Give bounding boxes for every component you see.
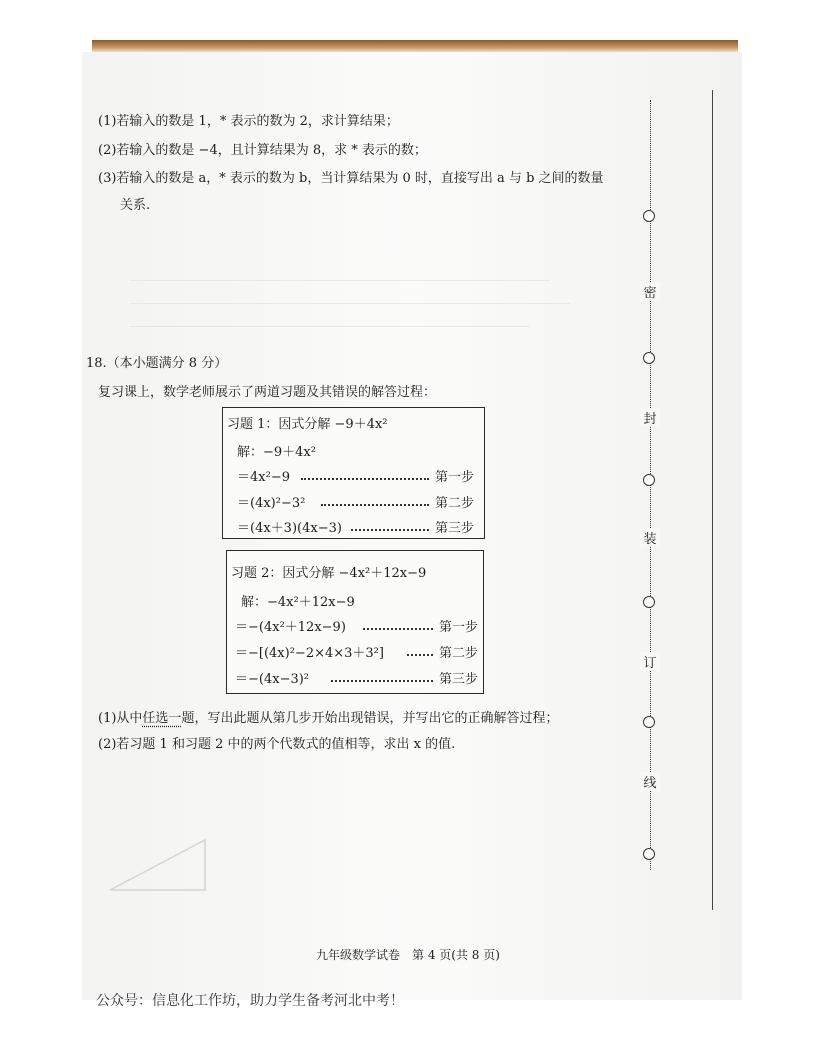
exercise-2-solution-line: 解：−4x²＋12x−9 <box>241 595 355 610</box>
binding-circle <box>643 716 655 728</box>
leader-dots <box>407 654 433 656</box>
leader-dots <box>301 478 429 480</box>
binding-circle <box>643 848 655 860</box>
binding-circle <box>643 210 655 222</box>
page-footer: 九年级数学试卷 第 4 页(共 8 页) <box>316 948 500 962</box>
leader-dots <box>363 628 433 630</box>
exercise-1-title: 习题 1：因式分解 −9＋4x² <box>227 417 388 432</box>
q18-part-1-rest: 题，写出此题从第几步开始出现错误，并写出它的正确解答过程； <box>181 711 559 726</box>
binding-circle <box>643 352 655 364</box>
exercise-2-title: 习题 2：因式分解 −4x²＋12x−9 <box>231 566 427 581</box>
leader-dots <box>351 529 429 531</box>
binding-char-zhuang: 装 <box>640 528 660 547</box>
exercise-1-step-1-expr: ＝4x²−9 <box>237 470 290 485</box>
exercise-2-step-3-label: 第三步 <box>439 672 479 687</box>
exercise-1-step-2-expr: ＝(4x)²−3² <box>237 496 306 511</box>
q17-part-1: (1)若输入的数是 1，* 表示的数为 2，求计算结果； <box>98 114 399 129</box>
exercise-1-box <box>222 407 485 539</box>
exercise-1-step-3-label: 第三步 <box>435 521 475 536</box>
leader-dots <box>331 680 433 682</box>
q17-part-3-continued: 关系. <box>120 198 151 213</box>
exercise-1-step-2-label: 第二步 <box>435 496 475 511</box>
exercise-1-step-3-expr: ＝(4x＋3)(4x−3) <box>237 521 342 536</box>
binding-solid-line <box>712 90 713 910</box>
exercise-2-step-2-expr: ＝−[(4x)²−2×4×3＋3²] <box>235 646 384 661</box>
q17-part-3: (3)若输入的数是 a，* 表示的数为 b，当计算结果为 0 时，直接写出 a 与 b 之间的数量 <box>98 171 604 186</box>
exercise-2-box <box>226 550 484 694</box>
binding-char-mi: 密 <box>640 282 660 301</box>
exercise-2-step-3-expr: ＝−(4x−3)² <box>235 672 310 687</box>
q18-part-2: (2)若习题 1 和习题 2 中的两个代数式的值相等，求出 x 的值. <box>98 737 456 752</box>
exercise-2-step-1-expr: ＝−(4x²＋12x−9) <box>235 620 346 635</box>
binding-char-ding: 订 <box>640 652 660 671</box>
exercise-1-step-1-label: 第一步 <box>435 470 475 485</box>
binding-char-xian: 线 <box>640 772 660 791</box>
binding-char-feng: 封 <box>640 408 660 427</box>
bleed-through-figure <box>105 820 215 900</box>
q18-header: 18.（本小题满分 8 分） <box>86 356 228 371</box>
watermark-text: 公众号：信息化工作坊，助力学生备考河北中考！ <box>96 993 404 1009</box>
exercise-2-step-1-label: 第一步 <box>439 620 479 635</box>
binding-circle <box>643 596 655 608</box>
exercise-2-step-2-label: 第二步 <box>439 646 479 661</box>
q17-part-2: (2)若输入的数是 −4，且计算结果为 8，求 * 表示的数； <box>98 143 427 158</box>
q18-part-1-prefix: (1)从中 <box>98 711 143 726</box>
binding-circle <box>643 474 655 486</box>
leader-dots <box>321 504 429 506</box>
exercise-1-solution-line: 解：−9＋4x² <box>237 445 316 460</box>
q18-part-1 <box>98 707 558 726</box>
q18-part-1-emphasis: 任选一 <box>142 711 182 726</box>
q18-intro: 复习课上，数学老师展示了两道习题及其错误的解答过程： <box>98 385 437 400</box>
